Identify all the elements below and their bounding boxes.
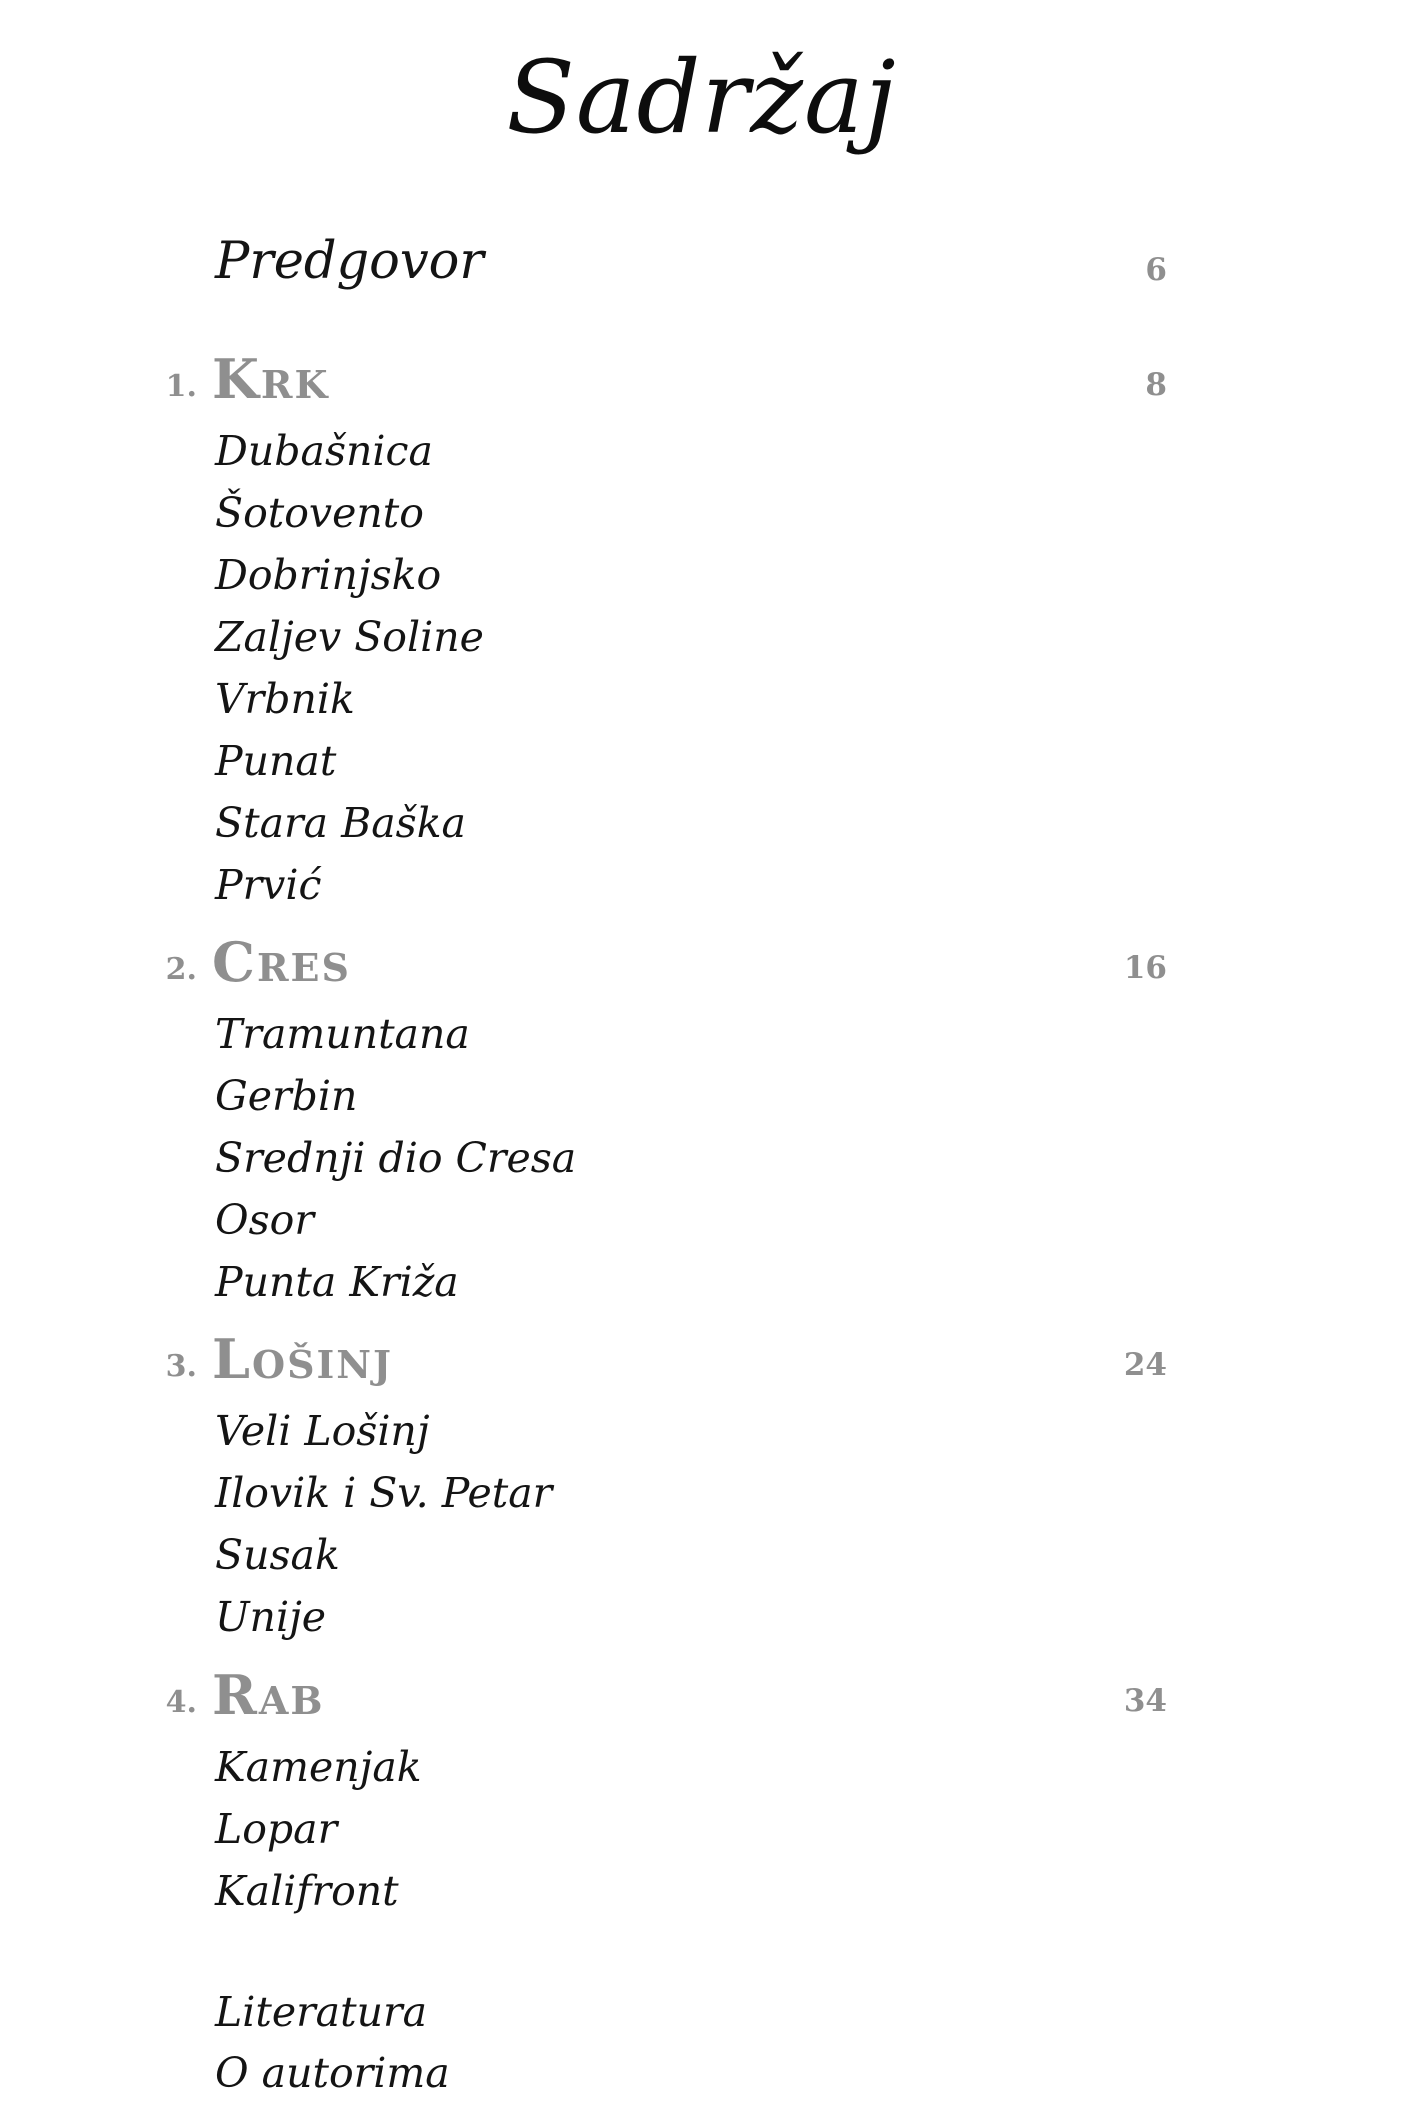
toc-entry-label: Dobrinjsko	[215, 551, 442, 599]
toc-entry[interactable]	[0, 1255, 1403, 1315]
toc-entry-literatura[interactable]	[0, 1985, 1403, 2045]
toc-page-number: 16	[1123, 950, 1167, 986]
toc-entry-label: Dubašnica	[215, 427, 433, 475]
toc-entry[interactable]	[0, 1007, 1403, 1067]
toc-entry-label: Unije	[215, 1593, 327, 1641]
toc-entry[interactable]	[0, 1864, 1403, 1924]
toc-entry-label: Punta Križa	[215, 1258, 459, 1306]
toc-entry-label: Vrbnik	[215, 675, 355, 723]
toc-entry-label: O autorima	[215, 2049, 450, 2097]
toc-entry[interactable]	[0, 734, 1403, 794]
toc-entry-label: Srednji dio Cresa	[215, 1134, 577, 1182]
toc-page-number: 8	[1145, 367, 1167, 403]
toc-entry-label: Gerbin	[215, 1072, 358, 1120]
toc-entry-label: Literatura	[215, 1988, 428, 2036]
toc-entry[interactable]	[0, 1069, 1403, 1129]
toc-entry[interactable]	[0, 1193, 1403, 1253]
toc-entry-o-autorima[interactable]	[0, 2046, 1403, 2106]
toc-entry[interactable]	[0, 424, 1403, 484]
toc-entry[interactable]	[0, 858, 1403, 918]
toc-entry-label: Kamenjak	[215, 1743, 422, 1791]
toc-entry[interactable]	[0, 1404, 1403, 1464]
toc-entry[interactable]	[0, 1528, 1403, 1588]
toc-entry-label: Kalifront	[215, 1867, 399, 1915]
toc-page-number: 34	[1123, 1683, 1167, 1719]
page-title: Sadržaj	[506, 39, 897, 156]
toc-entry-label: Predgovor	[215, 232, 484, 291]
toc-entry[interactable]	[0, 548, 1403, 608]
toc-entry-label: Punat	[215, 737, 337, 785]
toc-page-number: 6	[1145, 252, 1167, 288]
section-title: Rab	[212, 1663, 325, 1727]
section-title: Cres	[212, 930, 351, 994]
toc-entry[interactable]	[0, 1466, 1403, 1526]
toc-section-rab[interactable]	[0, 1663, 1403, 1731]
toc-entry[interactable]	[0, 1802, 1403, 1862]
toc-entry-label: Ilovik i Sv. Petar	[215, 1469, 553, 1517]
toc-entry[interactable]	[0, 1131, 1403, 1191]
toc-section-losinj[interactable]	[0, 1327, 1403, 1395]
toc-entry-label: Zaljev Soline	[215, 613, 484, 661]
section-title: Krk	[212, 347, 330, 411]
toc-section-krk[interactable]	[0, 347, 1403, 415]
section-number: 4.	[165, 1685, 197, 1720]
toc-section-cres[interactable]	[0, 930, 1403, 998]
toc-entry-label: Osor	[215, 1196, 314, 1244]
section-number: 2.	[165, 952, 197, 987]
toc-entry[interactable]	[0, 1590, 1403, 1650]
toc-entry[interactable]	[0, 610, 1403, 670]
toc-entry[interactable]	[0, 1740, 1403, 1800]
section-number: 1.	[165, 369, 197, 404]
toc-entry-label: Lopar	[215, 1805, 338, 1853]
toc-entry-label: Prvić	[215, 861, 322, 909]
toc-page-number: 24	[1123, 1347, 1167, 1383]
toc-entry-label: Šotovento	[215, 489, 424, 537]
section-title: Lošinj	[212, 1327, 394, 1391]
toc-entry-label: Stara Baška	[215, 799, 466, 847]
toc-entry[interactable]	[0, 796, 1403, 856]
toc-entry-label: Veli Lošinj	[215, 1407, 430, 1455]
toc-entry-preface[interactable]	[0, 232, 1403, 300]
toc-entry-label: Tramuntana	[215, 1010, 470, 1058]
section-number: 3.	[165, 1349, 197, 1384]
toc-entry[interactable]	[0, 486, 1403, 546]
toc-entry-label: Susak	[215, 1531, 340, 1579]
toc-entry[interactable]	[0, 672, 1403, 732]
